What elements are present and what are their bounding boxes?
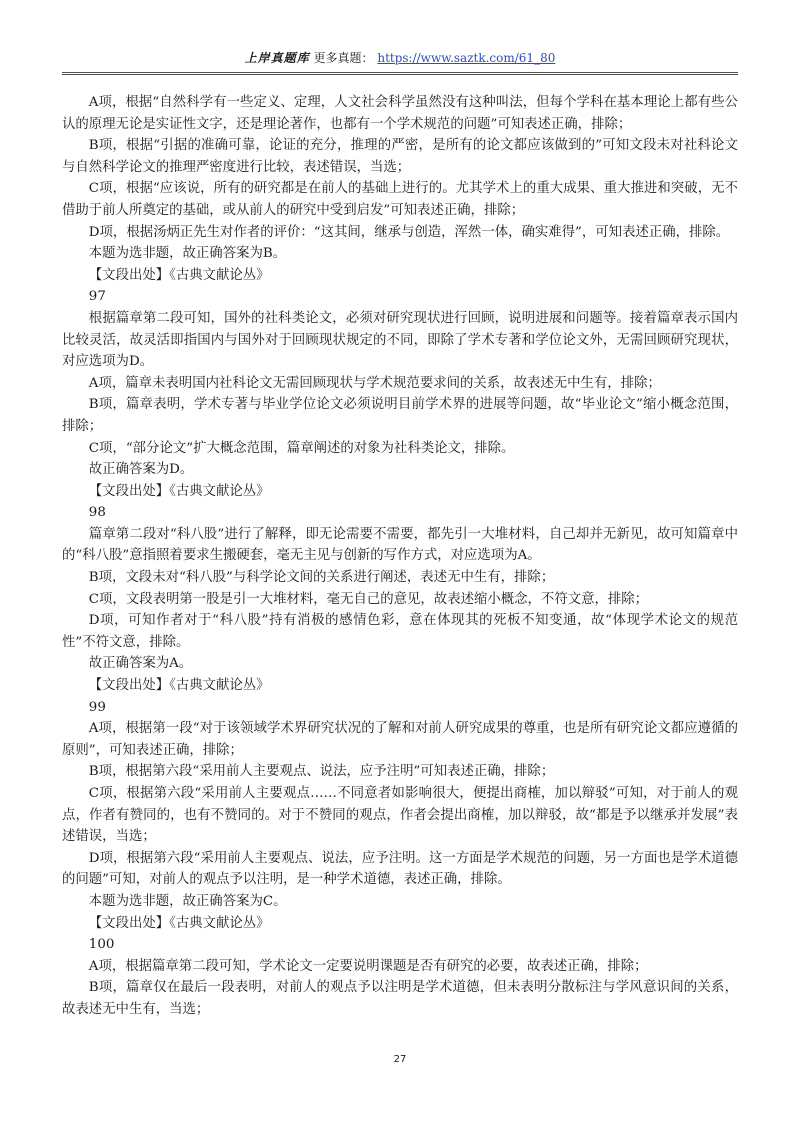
paragraph: 根据篇章第二段可知，国外的社科类论文，必须对研究现状进行回顾，说明进展和问题等。接着篇章表示国内比较灵活，故灵活即指国内与国外对于回顾现状规定的不同，即除了学术专著和学位论文外，无需回顾研究现状，对应选项为D。: [62, 310, 738, 370]
paragraph: 故正确答案为A。: [88, 656, 193, 672]
paragraph: A项，根据“自然科学有一些定义、定理，人文社会科学虽然没有这种叫法，但每个学科在基本理论上都有些公认的原理无论是实证性文字，还是理论著作，也都有一个学术规范的问题”可知表述正确，排除；: [62, 95, 738, 132]
paragraph: 【文段出处】《古典文献论丛》: [88, 267, 270, 283]
paragraph: 故正确答案为D。: [88, 462, 194, 478]
paragraph: 【文段出处】《古典文献论丛》: [88, 483, 270, 499]
question-number: 100: [88, 937, 115, 953]
paragraph: C项，“部分论文”扩大概念范围，篇章阐述的对象为社科类论文，排除。: [88, 440, 515, 456]
paragraph: B项，篇章仅在最后一段表明，对前人的观点予以注明是学术道德，但未表明分散标注与学风意识间的关系，故表述无中生有，当选；: [62, 980, 738, 1017]
paragraph: A项，根据篇章第二段可知，学术论文一定要说明课题是否有研究的必要，故表述正确，排除；: [88, 958, 648, 974]
paragraph: 本题为选非题，故正确答案为B。: [88, 246, 287, 262]
page-header: [62, 48, 738, 75]
paragraph: 本题为选非题，故正确答案为C。: [88, 893, 287, 909]
document-body: [62, 92, 738, 1021]
paragraph: 【文段出处】《古典文献论丛》: [88, 915, 270, 931]
header-brand: 上岸真题库: [244, 51, 310, 65]
paragraph: B项，根据“引据的准确可靠，论证的充分，推理的严密，是所有的论文都应该做到的”可知文段未对社科论文与自然科学论文的推理严密度进行比较，表述错误，当选；: [62, 138, 738, 175]
header-label: 更多真题：: [313, 51, 374, 65]
paragraph: 篇章第二段对“科八股”进行了解释，即无论需要不需要，都先引一大堆材料，自己却并无新见，故可知篇章中的“科八股”意指照着要求生搬硬套，毫无主见与创新的写作方式，对应选项为A。: [62, 526, 738, 564]
paragraph: D项，根据汤炳正先生对作者的评价：“这其间，继承与创造，浑然一体，确实难得”，可知表述正确，排除。: [88, 224, 730, 240]
question-number: 98: [88, 505, 106, 521]
paragraph: B项，篇章表明，学术专著与毕业学位论文必须说明目前学术界的进展等问题，故“毕业论文”缩小概念范围，排除；: [62, 397, 738, 434]
paragraph: C项，文段表明第一股是引一大堆材料，毫无自己的意见，故表述缩小概念，不符文意，排除；: [88, 591, 649, 607]
paragraph: A项，篇章未表明国内社科论文无需回顾现状与学术规范要求间的关系，故表述无中生有，排除；: [88, 375, 661, 391]
paragraph: C项，根据“应该说，所有的研究都是在前人的基础上进行的。尤其学术上的重大成果、重大推进和突破，无不借助于前人所奠定的基础，或从前人的研究中受到启发”可知表述正确，排除；: [62, 181, 738, 218]
question-number: 97: [88, 289, 106, 305]
page-number: 27: [393, 1054, 407, 1065]
paragraph: B项，文段未对“科八股”与科学论文间的关系进行阐述，表述无中生有，排除；: [88, 570, 555, 586]
question-number: 99: [88, 699, 106, 715]
paragraph: B项，根据第六段“采用前人主要观点、说法，应予注明”可知表述正确，排除；: [88, 764, 555, 780]
header-link[interactable]: https://www.saztk.com/61_80: [377, 51, 556, 65]
paragraph: 【文段出处】《古典文献论丛》: [88, 678, 270, 694]
paragraph: D项，根据第六段“采用前人主要观点、说法，应予注明。这一方面是学术规范的问题，另一方面也是学术道德的问题”可知，对前人的观点予以注明，是一种学术道德，表述正确，排除。: [62, 850, 738, 888]
paragraph: A项，根据第一段“对于该领域学术界研究状况的了解和对前人研究成果的尊重，也是所有研究论文都应遵循的原则”，可知表述正确，排除；: [62, 721, 738, 758]
paragraph: C项，根据第六段“采用前人主要观点……不同意者如影响很大，便提出商榷，加以辩驳”可知，对于前人的观点，作者有赞同的，也有不赞同的。对于不赞同的观点，作者会提出商榷，加以辩驳，故“都是予以继承并发展”表述错误，当选；: [62, 786, 738, 845]
paragraph: D项，可知作者对于“科八股”持有消极的感情色彩，意在体现其的死板不知变通，故“体现学术论文的规范性”不符文意，排除。: [62, 613, 738, 650]
